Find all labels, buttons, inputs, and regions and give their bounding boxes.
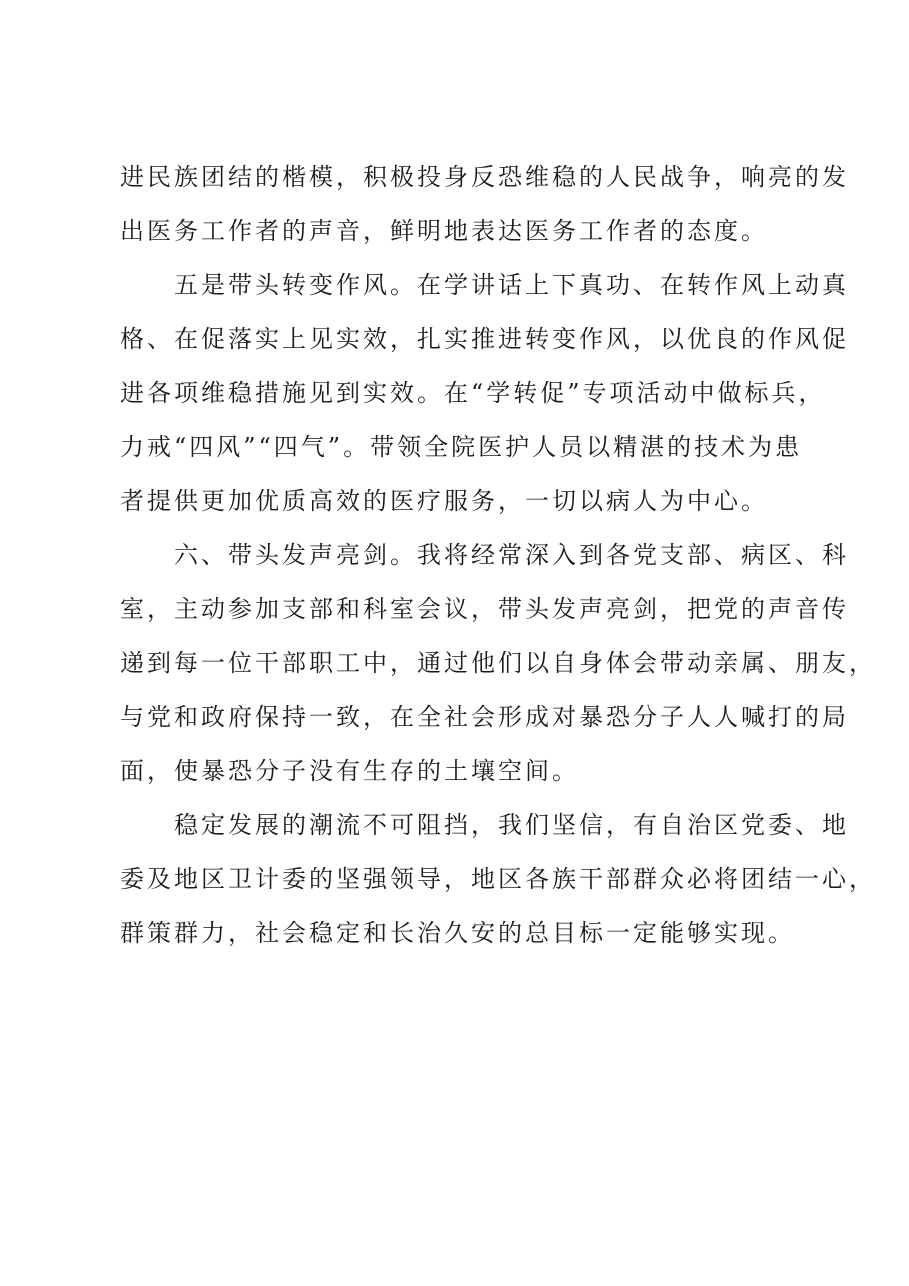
text-line: 进各项维稳措施见到实效。在“学转促”专项活动中做标兵， — [120, 379, 826, 407]
paragraph-start-line: 六、带头发声亮剑。我将经常深入到各党支部、病区、科 — [174, 541, 849, 569]
text-line: 群策群力，社会稳定和长治久安的总目标一定能够实现。 — [120, 919, 795, 947]
text-line: 格、在促落实上见实效，扎实推进转变作风，以优良的作风促 — [120, 325, 849, 353]
text-line: 面，使暴恐分子没有生存的土壤空间。 — [120, 757, 579, 785]
text-line: 委及地区卫计委的坚强领导，地区各族干部群众必将团结一心， — [120, 865, 876, 893]
document-body — [120, 150, 876, 960]
text-line: 力戒“四风”“四气”。带领全院医护人员以精湛的技术为患 — [120, 433, 803, 461]
text-line: 递到每一位干部职工中，通过他们以自身体会带动亲属、朋友， — [120, 649, 876, 677]
paragraph-start-line: 五是带头转变作风。在学讲话上下真功、在转作风上动真 — [174, 271, 849, 299]
text-line: 进民族团结的楷模，积极投身反恐维稳的人民战争，响亮的发 — [120, 163, 849, 191]
paragraph-start-line: 稳定发展的潮流不可阻挡，我们坚信，有自治区党委、地 — [174, 811, 849, 839]
text-line: 出医务工作者的声音，鲜明地表达医务工作者的态度。 — [120, 217, 768, 245]
text-line: 室，主动参加支部和科室会议，带头发声亮剑，把党的声音传 — [120, 595, 849, 623]
text-line: 与党和政府保持一致，在全社会形成对暴恐分子人人喊打的局 — [120, 703, 849, 731]
text-line: 者提供更加优质高效的医疗服务，一切以病人为中心。 — [120, 487, 768, 515]
